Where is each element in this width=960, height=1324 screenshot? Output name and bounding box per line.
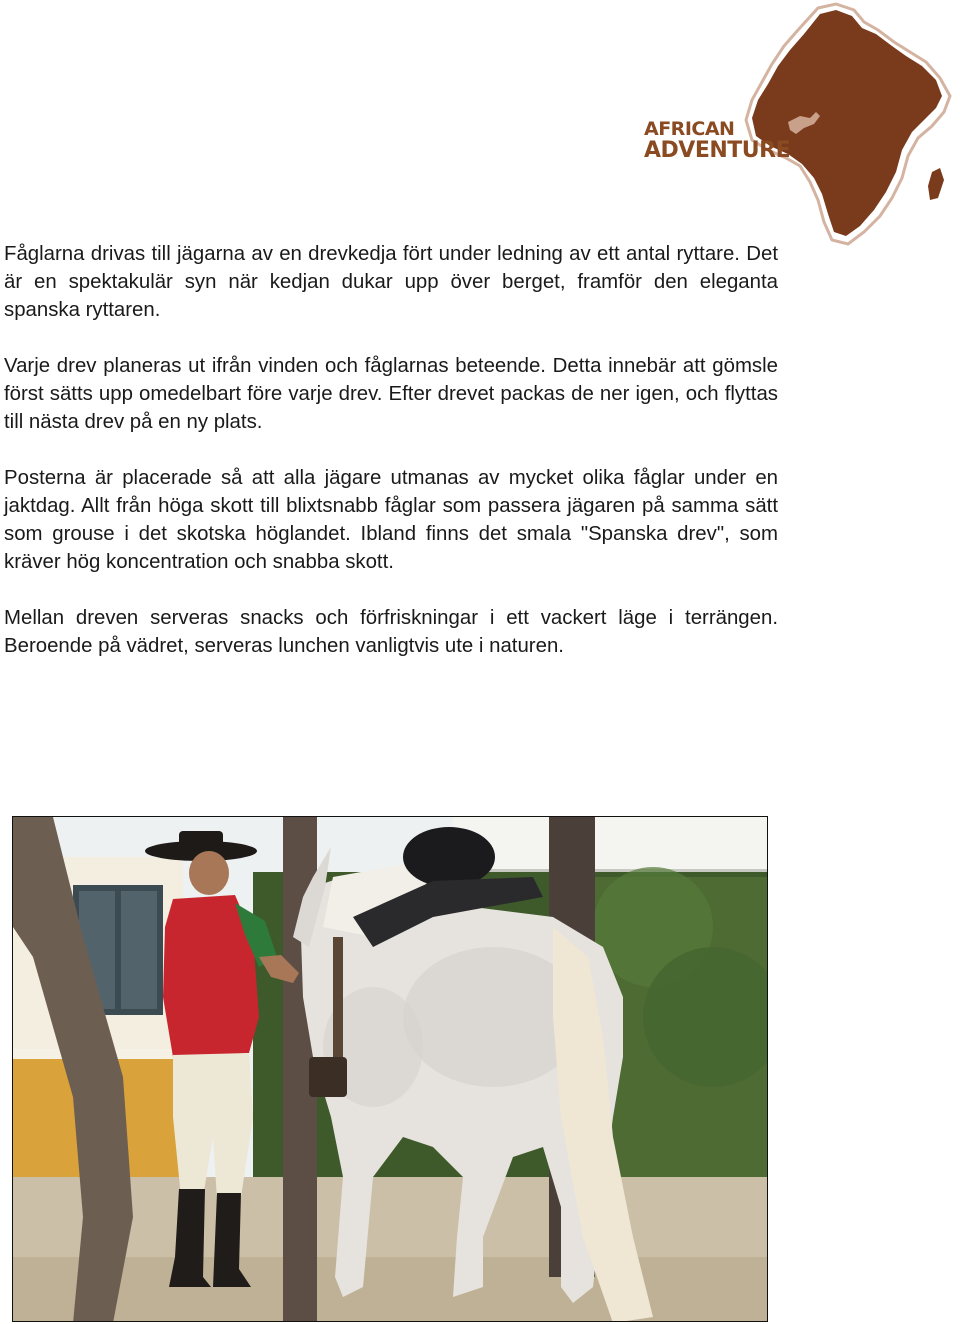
- body-text: [4, 240, 778, 688]
- african-adventure-logo: [640, 0, 960, 250]
- paragraph-lunch: Mellan dreven serveras snacks och förfriskningar i ett vackert läge i terrängen. Beroende på vädret, serveras lunchen vanligtvis ute i naturen.: [4, 607, 778, 657]
- logo-text-adventure: ADVENTURE: [644, 138, 791, 163]
- paragraph-drive-chain: Fåglarna drivas till jägarna av en drevkedja fört under ledning av ett antal ryttare. Det är en spektakulär syn när kedjan dukar upp över berget, framför den eleganta spanska ryttaren.: [4, 243, 778, 321]
- horse-rider-illustration: [13, 817, 768, 1322]
- logo-text-african: AFRICAN: [644, 118, 735, 140]
- paragraph-drive-planning: Varje drev planeras ut ifrån vinden och fåglarnas beteende. Detta innebär att gömsle först sätts upp omedelbart före varje drev. Efter drevet packas de ner igen, och flyttas till nästa drev på en ny plats.: [4, 355, 778, 433]
- horse-rider-photo: [12, 816, 768, 1322]
- paragraph-posts: Posterna är placerade så att alla jägare utmanas av mycket olika fåglar under en jaktdag. Allt från höga skott till blixtsnabb fåglar som passera jägaren på samma sätt som grouse i det skotska höglandet. Ibland finns det smala "Spanska drev", som kräver hög koncentration och snabba skott.: [4, 467, 778, 573]
